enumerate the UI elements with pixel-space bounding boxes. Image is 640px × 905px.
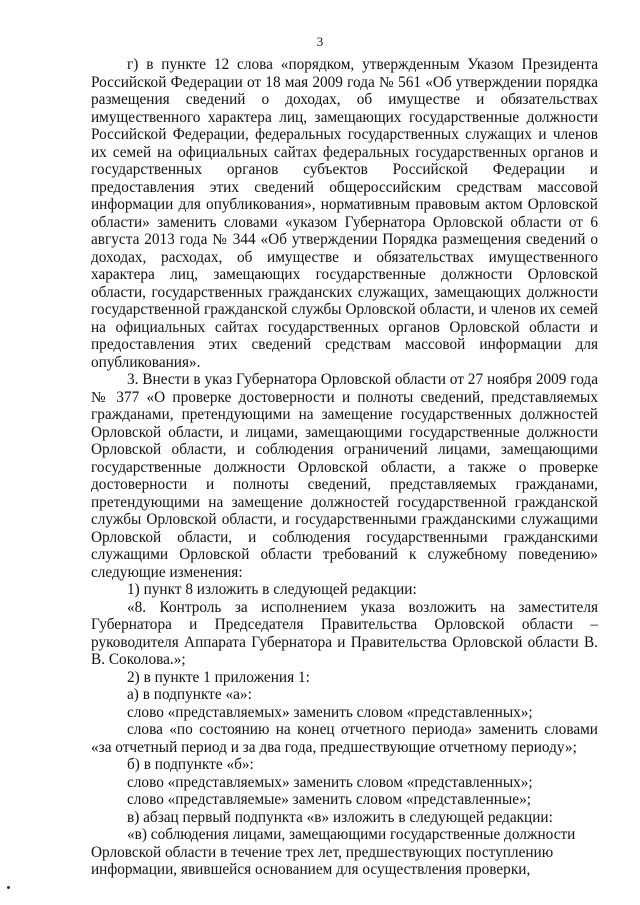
paragraph-item-8-text: «8. Контроль за исполнением указа возложить на заместителя Губернатора и Председателя Правительства Орловской области – руководителя Аппарата Губернатора и Правительства Орловской области В. В. Соколова.»; <box>91 598 598 668</box>
document-body <box>91 56 598 879</box>
paragraph-replace-word-3: слово «представляемые» заменить словом «представленные»; <box>127 791 531 808</box>
paragraph-item-g: г) в пункте 12 слова «порядком, утвержденным Указом Президента Российской Федерации от 18 мая 2009 года № 561 «Об утверждении порядка размещения сведений о доходах, об имуществе и обязательствах имущественного характера лиц, замещающих государственные должности Российской Федерации, федеральных государственных служащих и членов их семей на официальных сайтах федеральных государственных органов и государственных органов субъектов Российской Федерации и предоставления этих сведений общероссийским средствам массовой информации для опубликования», нормативным правовым актом Орловской области» заменить словами «указом Губернатора Орловской области от 6 августа 2013 года № 344 «Об утверждении Порядка размещения сведений о доходах, расходах, об имуществе и обязательствах имущественного характера лиц, замещающих государственные должности Орловской области, государственных гражданских служащих, замещающих должности государственной гражданской службы Орловской области, и членов их семей на официальных сайтах государственных органов Орловской области и предоставления этих сведений средствам массовой информации для опубликования». <box>91 56 598 371</box>
paragraph-item-2: 2) в пункте 1 приложения 1: <box>127 668 310 686</box>
paragraph-subitem-v: в) абзац первый подпункта «в» изложить в следующей редакции: <box>127 808 553 826</box>
paragraph-subitem-a: а) в подпункте «а»: <box>127 686 252 703</box>
paragraph-replace-word-1: слово «представляемых» заменить словом «представленных»; <box>127 703 533 721</box>
paragraph-replace-word-2: слово «представляемых» заменить словом «представленных»; <box>127 773 533 791</box>
paragraph-section-3: 3. Внести в указ Губернатора Орловской области от 27 ноября 2009 года № 377 «О проверке достоверности и полноты сведений, представляемых гражданами, претендующими на замещение государственных должностей Орловской области, и лицами, замещающими государственные должности Орловской области, и соблюдения ограничений лицами, замещающими государственные должности Орловской области, а также о проверке достоверности и полноты сведений, представляемых гражданами, претендующими на замещение должностей государственной гражданской службы Орловской области, и государственными гражданскими служащими Орловской области, и соблюдения государственными гражданскими служащими Орловской области требований к служебному поведению» следующие изменения: <box>91 371 598 581</box>
page-number: 3 <box>316 34 324 49</box>
paragraph-replace-words: слова «по состоянию на конец отчетного периода» заменить словами «за отчетный период и за два года, предшествующие отчетному периоду»; <box>91 721 598 756</box>
paragraph-item-1: 1) пункт 8 изложить в следующей редакции: <box>127 581 417 598</box>
paragraph-subitem-b: б) в подпункте «б»: <box>127 756 254 773</box>
scan-artifact-dot <box>7 886 10 889</box>
paragraph-quoted-v: «в) соблюдения лицами, замещающими государственные должности Орловской области в течение трех лет, предшествующих поступлению информации, явившейся основанием для осуществления проверки, <box>91 826 576 878</box>
